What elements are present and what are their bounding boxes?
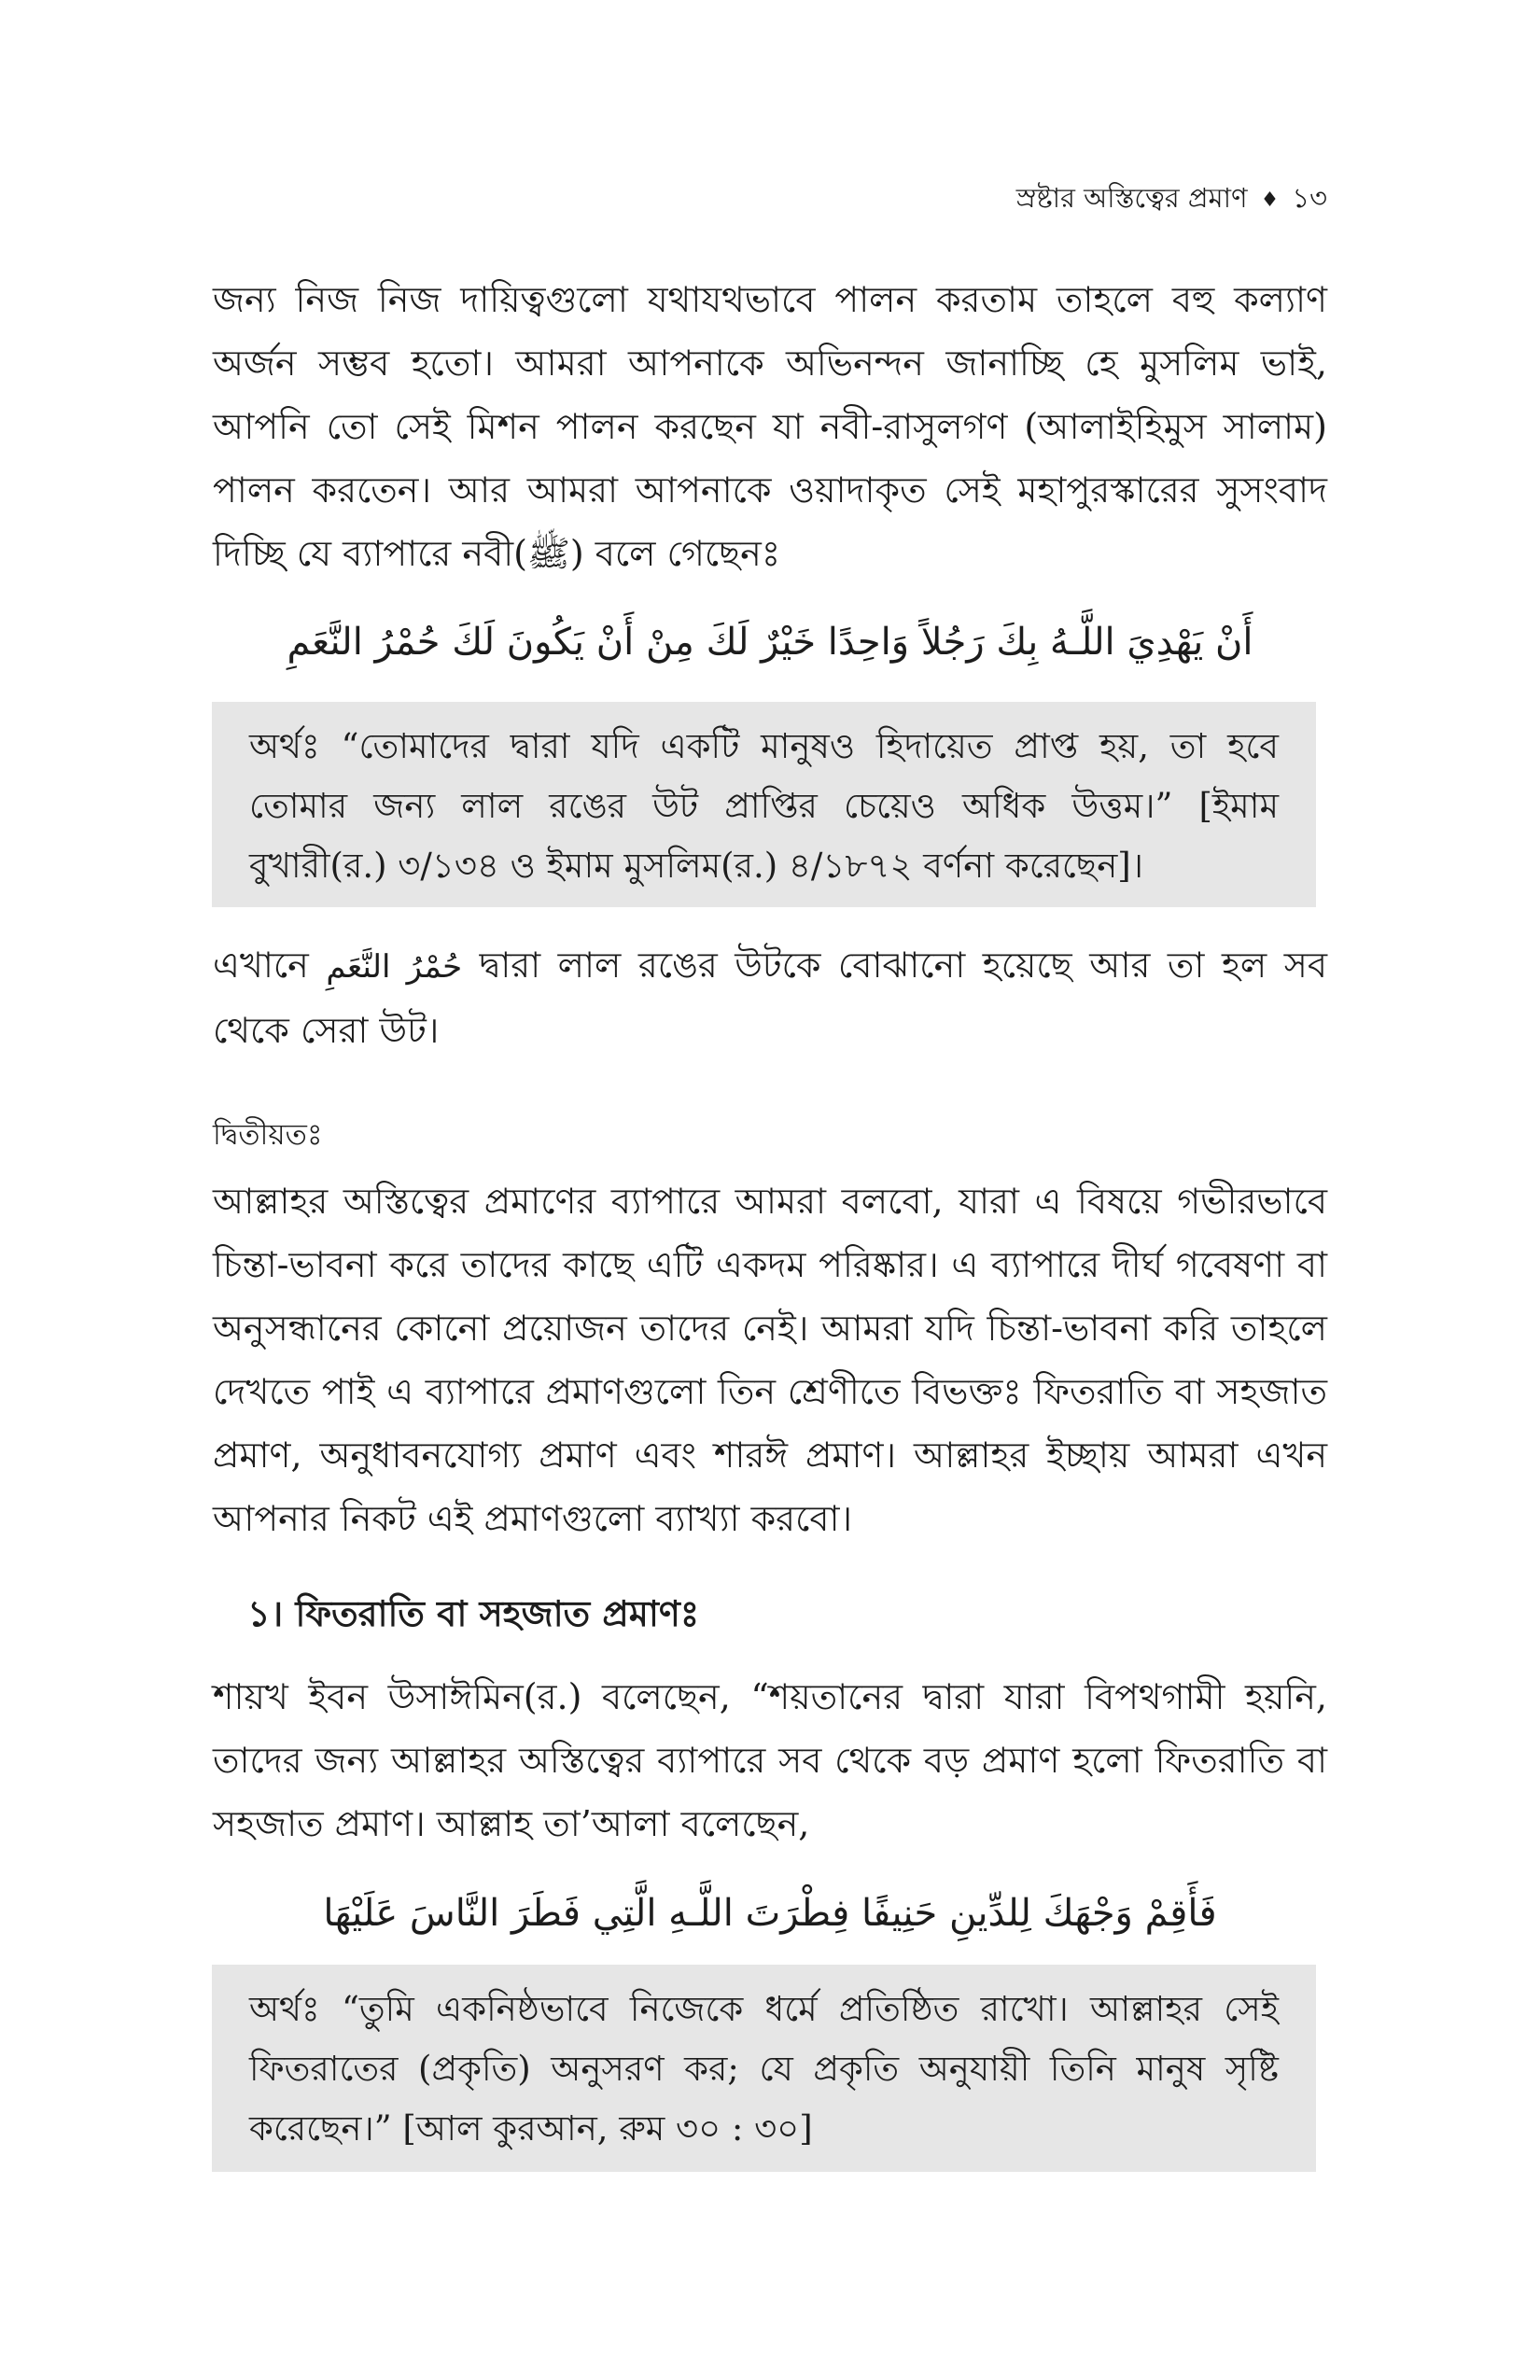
verse-meaning-box	[212, 1965, 1316, 2172]
paragraph-1: জন্য নিজ নিজ দায়িত্বগুলো যথাযথভাবে পালন করতাম তাহলে বহু কল্যাণ অর্জন সম্ভব হতো। আমরা আপনাকে অভিনন্দন জানাচ্ছি হে মুসলিম ভাই, আপনি তো সেই মিশন পালন করছেন যা নবী-রাসুলগণ (আলাইহিমুস সালাম) পালন করতেন। আর আমরা আপনাকে ওয়াদাকৃত সেই মহাপুরস্কারের সুসংবাদ দিচ্ছি যে ব্যাপারে নবী(ﷺ) বলে গেছেনঃ	[213, 279, 1327, 574]
explanation-paragraph	[213, 933, 1327, 1062]
hadith-meaning: অর্থঃ “তোমাদের দ্বারা যদি একটি মানুষও হিদায়েত প্রাপ্ত হয়, তা হবে তোমার জন্য লাল রঙের উট প্রাপ্তির চেয়েও অধিক উত্তম।” [ইমাম বুখারী(র.) ৩/১৩৪ ও ইমাম মুসলিম(র.) ৪/১৮৭২ বর্ণনা করেছেন]।	[249, 726, 1279, 886]
running-header	[1016, 177, 1327, 223]
section-heading: ১। ফিতরাতি বা সহজাত প্রমাণঃ	[247, 1592, 700, 1634]
arabic-term: حُمْرُ النَّعَمِ	[326, 948, 463, 986]
explanation-after: দ্বারা লাল রঙের উটকে বোঝানো হয়েছে আর তা হল সব থেকে সেরা উট।	[213, 945, 1327, 1051]
diamond-separator: ♦	[1260, 189, 1280, 212]
paragraph-2: আল্লাহর অস্তিত্বের প্রমাণের ব্যাপারে আমরা বলবো, যারা এ বিষয়ে গভীরভাবে চিন্তা-ভাবনা করে তাদের কাছে এটি একদম পরিষ্কার। এ ব্যাপারে দীর্ঘ গবেষণা বা অনুসন্ধানের কোনো প্রয়োজন তাদের নেই। আমরা যদি চিন্তা-ভাবনা করি তাহলে দেখতে পাই এ ব্যাপারে প্রমাণগুলো তিন শ্রেণীতে বিভক্তঃ ফিতরাতি বা সহজাত প্রমাণ, অনুধাবনযোগ্য প্রমাণ এবং শারঈ প্রমাণ। আল্লাহর ইচ্ছায় আমরা এখন আপনার নিকট এই প্রমাণগুলো ব্যাখ্যা করবো।	[213, 1181, 1327, 1539]
chapter-title: স্রষ্টার অস্তিত্বের প্রমাণ	[1015, 182, 1248, 214]
secondly-label: দ্বিতীয়তঃ	[213, 1118, 323, 1152]
explanation-before: এখানে	[213, 945, 309, 986]
verse-meaning: অর্থঃ “তুমি একনিষ্ঠভাবে নিজেকে ধর্মে প্রতিষ্ঠিত রাখো। আল্লাহর সেই ফিতরাতের (প্রকৃতি) অনুসরণ কর; যে প্রকৃতি অনুযায়ী তিনি মানুষ সৃষ্টি করেছেন।” [আল কুরআন, রুম ৩০ : ৩০]	[249, 1989, 1279, 2149]
page-number: ১৩	[1292, 182, 1327, 214]
hadith-meaning-box	[212, 702, 1316, 907]
paragraph-3: শায়খ ইবন উসাঈমিন(র.) বলেছেন, “শয়তানের দ্বারা যারা বিপথগামী হয়নি, তাদের জন্য আল্লাহর অস্তিত্বের ব্যাপারে সব থেকে বড় প্রমাণ হলো ফিতরাতি বা সহজাত প্রমাণ। আল্লাহ তা’আলা বলেছেন,	[213, 1676, 1327, 1844]
hadith-arabic: أَنْ يَهْدِيَ اللَّـهُ بِكَ رَجُلاً وَاحِدًا خَيْرٌ لَكَ مِنْ أَنْ يَكُونَ لَكَ حُمْرُ النَّعَمِ	[287, 621, 1253, 664]
verse-arabic: فَأَقِمْ وَجْهَكَ لِلدِّينِ حَنِيفًا فِطْرَتَ اللَّـهِ الَّتِي فَطَرَ النَّاسَ عَلَيْهَا	[323, 1892, 1217, 1935]
